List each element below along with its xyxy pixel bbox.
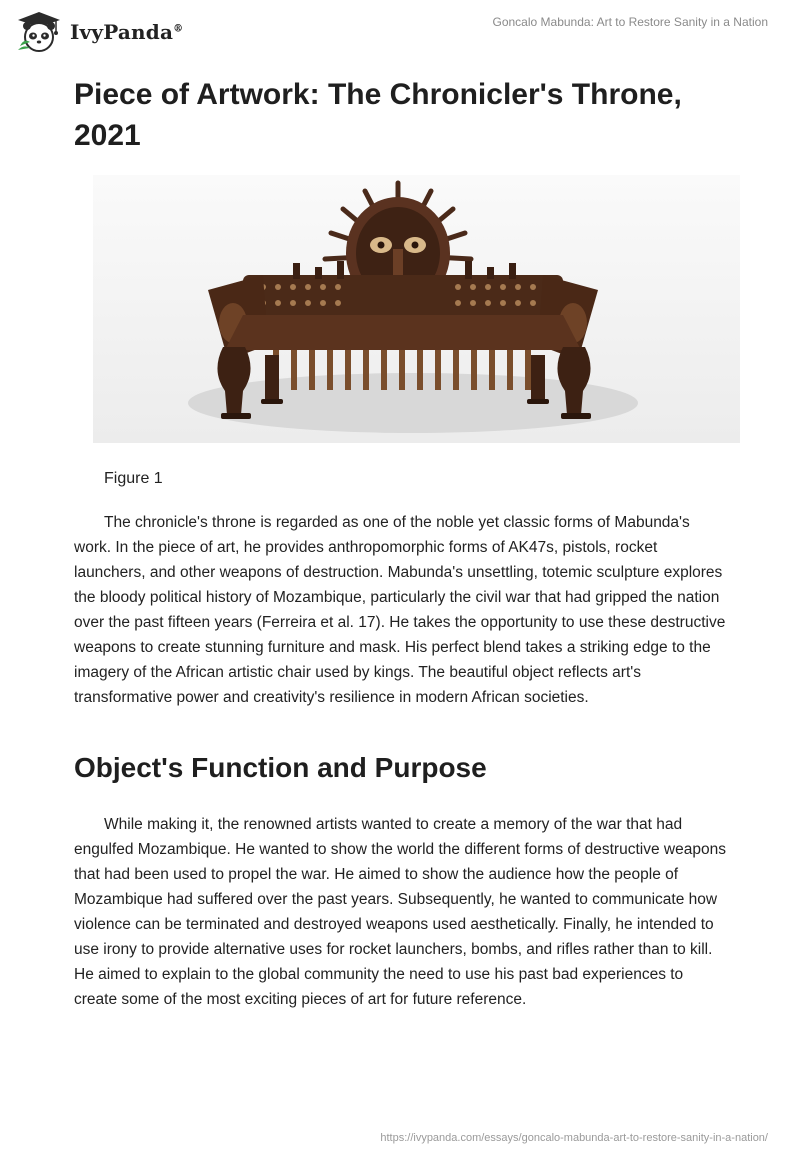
brand-name: IvyPanda (70, 20, 174, 44)
running-title: Goncalo Mabunda: Art to Restore Sanity in a Nation (492, 15, 768, 29)
paragraph-artwork-description: The chronicle's throne is regarded as one of the noble yet classic forms of Mabunda's work. In the piece of art, he provides anthropomorphic forms of AK47s, pistols, rocket launchers, and other weapons of destruction. Mabunda's unsettling, totemic sculpture explores the bloody political history of Mozambique, particularly the civil war that had gripped the nation over the past fifteen years (Ferreira et al. 17). He takes the opportunity to use these destructive weapons to create stunning furniture and mask. His perfect blend takes a striking edge to the imagery of the African artistic chair used by kings. The beautiful object reflects art's transformative power and creativity's resilience in modern African societies. (74, 514, 726, 706)
panda-graduate-icon (14, 10, 64, 54)
page-title (74, 74, 714, 156)
paragraph-function-purpose: While making it, the renowned artists wanted to create a memory of the war that had engulfed Mozambique. He wanted to show the world the different forms of destructive weapons that had been used to propel the war. He aimed to show the audience how the people of Mozambique had suffered over the past years. Subsequently, he wanted to communicate how violence can be terminated and destroyed weapons used aesthetically. Finally, he intended to use irony to provide alternative uses for rocket launchers, bombs, and rifles rather than to kill. He aimed to explain to the global community the need to use his past bad experiences to create some of the most exciting pieces of art for future reference. (74, 816, 726, 1008)
title-line-1: Piece of Artwork: The Chronicler's Throne, (74, 78, 682, 111)
figure-caption: Figure 1 (104, 470, 163, 487)
figure-image (93, 175, 740, 443)
registered-mark: ® (173, 23, 184, 35)
section-heading-function-purpose: Object's Function and Purpose (74, 752, 487, 783)
source-url[interactable]: https://ivypanda.com/essays/goncalo-mabunda-art-to-restore-sanity-in-a-nation/ (380, 1132, 768, 1144)
title-line-2: 2021 (74, 119, 141, 152)
ivypanda-logo[interactable] (14, 10, 183, 54)
page-header (0, 0, 800, 60)
throne-illustration (93, 175, 740, 443)
